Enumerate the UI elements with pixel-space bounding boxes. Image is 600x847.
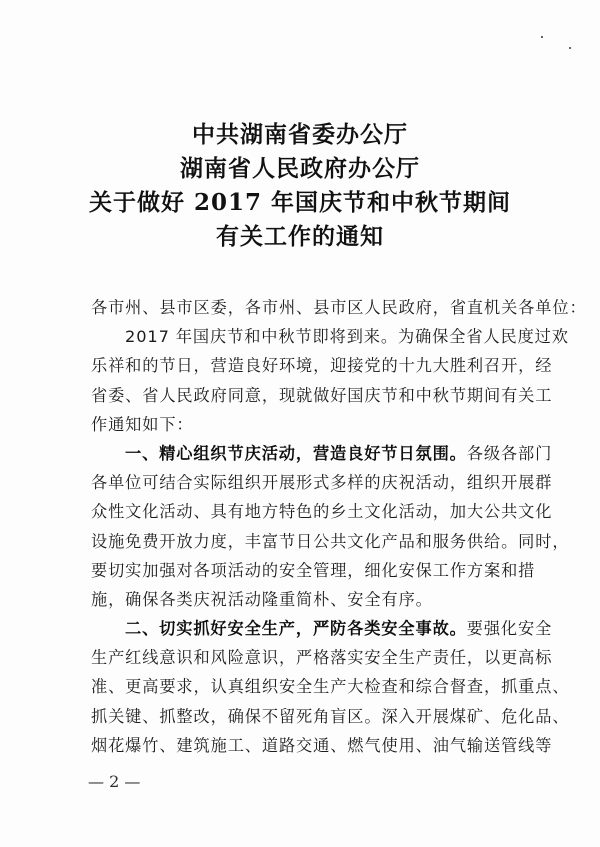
title-subject: 关于做好 2017 年国庆节和中秋节期间 <box>88 189 512 216</box>
intro-paragraph-line: 省委、省人民政府同意，现就做好国庆节和中秋节期间有关工 <box>91 385 553 405</box>
section-1-line: 设施免费开放力度，丰富节日公共文化产品和服务供给。同时， <box>91 531 570 551</box>
section-2-line: 烟花爆竹、建筑施工、道路交通、燃气使用、油气输送管线等 <box>91 735 553 755</box>
title-subject-continued: 有关工作的通知 <box>216 223 384 250</box>
document-body <box>91 293 587 760</box>
section-2-line: 准、更高要求，认真组织安全生产大检查和综合督查，抓重点、 <box>91 677 570 697</box>
document-title <box>0 118 600 254</box>
section-2-line: 生产红线意识和风险意识，严格落实安全生产责任，以更高标 <box>91 648 553 668</box>
scan-speck <box>541 36 543 38</box>
intro-paragraph-line: 乐祥和的节日，营造良好环境，迎接党的十九大胜利召开，经 <box>91 356 553 376</box>
intro-paragraph-line: 作通知如下： <box>91 414 194 434</box>
section-1-line: 要切实加强对各项活动的安全管理，细化安保工作方案和措 <box>91 560 536 580</box>
section-2-text: 要强化安全 <box>466 619 553 639</box>
section-1-line: 施，确保各类庆祝活动隆重简朴、安全有序。 <box>91 589 433 609</box>
section-2-heading: 二、切实抓好安全生产，严防各类安全事故。 <box>125 619 467 639</box>
section-1-first-line <box>91 439 553 468</box>
page-number: — 2 — <box>88 772 141 791</box>
section-2-first-line <box>91 614 553 643</box>
title-issuer-government: 湖南省人民政府办公厅 <box>180 155 420 182</box>
section-1-line: 各单位可结合实际组织开展形式多样的庆祝活动，组织开展群 <box>91 473 553 493</box>
section-1-text: 各级各部门 <box>466 443 553 463</box>
scan-speck <box>569 47 571 49</box>
title-issuer-party: 中共湖南省委办公厅 <box>192 121 408 148</box>
intro-paragraph-line: 2017 年国庆节和中秋节即将到来。为确保全省人民度过欢 <box>125 327 569 347</box>
section-1-line: 众性文化活动、具有地方特色的乡土文化活动，加大公共文化 <box>91 502 553 522</box>
section-1-heading: 一、精心组织节庆活动，营造良好节日氛围。 <box>125 443 467 463</box>
salutation: 各市州、县市区委，各市州、县市区人民政府，省直机关各单位： <box>91 298 587 317</box>
section-2-line: 抓关键、抓整改，确保不留死角盲区。深入开展煤矿、危化品、 <box>91 706 570 726</box>
